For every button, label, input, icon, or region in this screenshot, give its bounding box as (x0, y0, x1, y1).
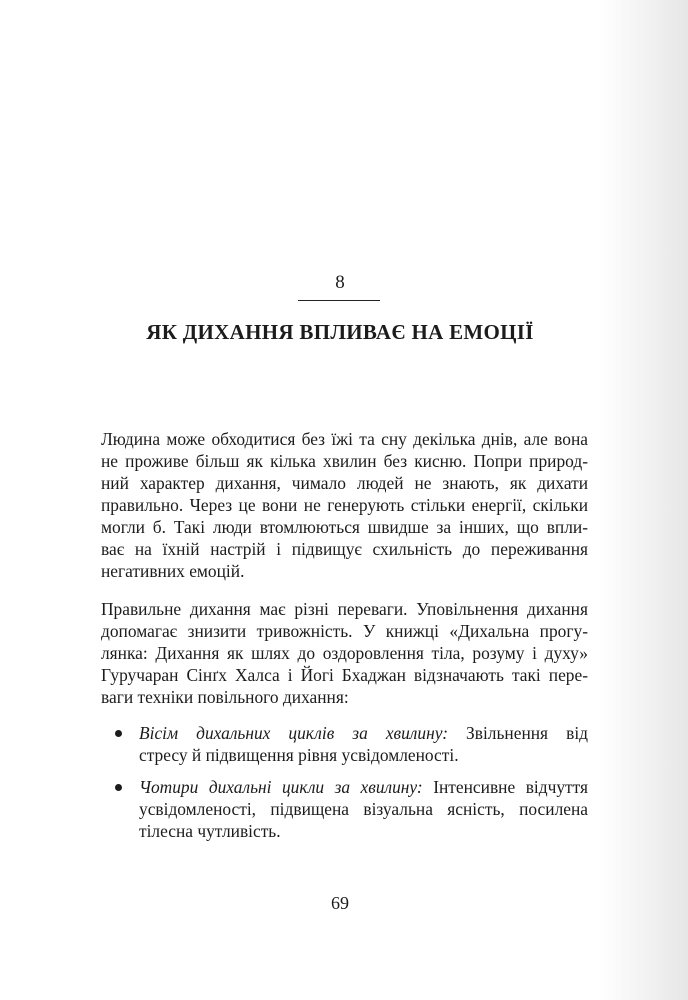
text-line: ний характер дихання, чимало людей не знають, як дихати (101, 473, 588, 493)
bullet-term: Вісім дихальних циклів за хвилину: (139, 723, 448, 743)
chapter-number: 8 (335, 272, 345, 293)
bullet-text: усвідомленості, підвищена візуальна ясність, посилена (139, 799, 588, 819)
chapter-title: ЯК ДИХАННЯ ВПЛИВАЄ НА ЕМОЦІЇ (146, 320, 534, 344)
bullet-icon (115, 730, 122, 737)
text-line: лянка: Дихання як шлях до оздоровлення тіла, розуму і духу» (101, 643, 588, 663)
bullet-text: Звільнення від (448, 723, 588, 743)
text-line: могли б. Такі люди втомлюються швидше за інших, що впли- (101, 517, 588, 537)
bullet-text: Інтенсивне відчуття (422, 777, 588, 797)
text-line: ває на їхній настрій і підвищує схильність до переживання (101, 539, 588, 559)
chapter-divider (298, 300, 380, 301)
text-line: допомагає знизити тривожність. У книжці «Дихальна прогу- (101, 621, 588, 641)
paragraph-1 (101, 428, 588, 582)
text-line: ваги техніки повільного дихання: (101, 687, 349, 707)
text-line: негативних емоцій. (101, 561, 245, 581)
bullet-item (101, 776, 588, 842)
bullet-icon (115, 784, 122, 791)
page-number: 69 (331, 893, 349, 913)
bullet-term: Чотири дихальні цикли за хвилину: (139, 777, 423, 797)
text-line: Гуручаран Сінґх Халса і Йогі Бхаджан відзначають такі пере- (101, 665, 588, 685)
text-line: Правильне дихання має різні переваги. Уповільнення дихання (101, 599, 588, 619)
bullet-text: стресу й підвищення рівня усвідомленості. (139, 745, 459, 765)
text-line: правильно. Через це вони не генерують стільки енергії, скільки (101, 495, 588, 515)
bullet-text: тілесна чутливість. (139, 821, 281, 841)
paragraph-2 (101, 598, 588, 708)
bullet-item (101, 722, 588, 766)
text-line: не проживе більш як кілька хвилин без кисню. Попри природ- (101, 451, 588, 471)
text-line: Людина може обходитися без їжі та сну декілька днів, але вона (101, 429, 588, 449)
